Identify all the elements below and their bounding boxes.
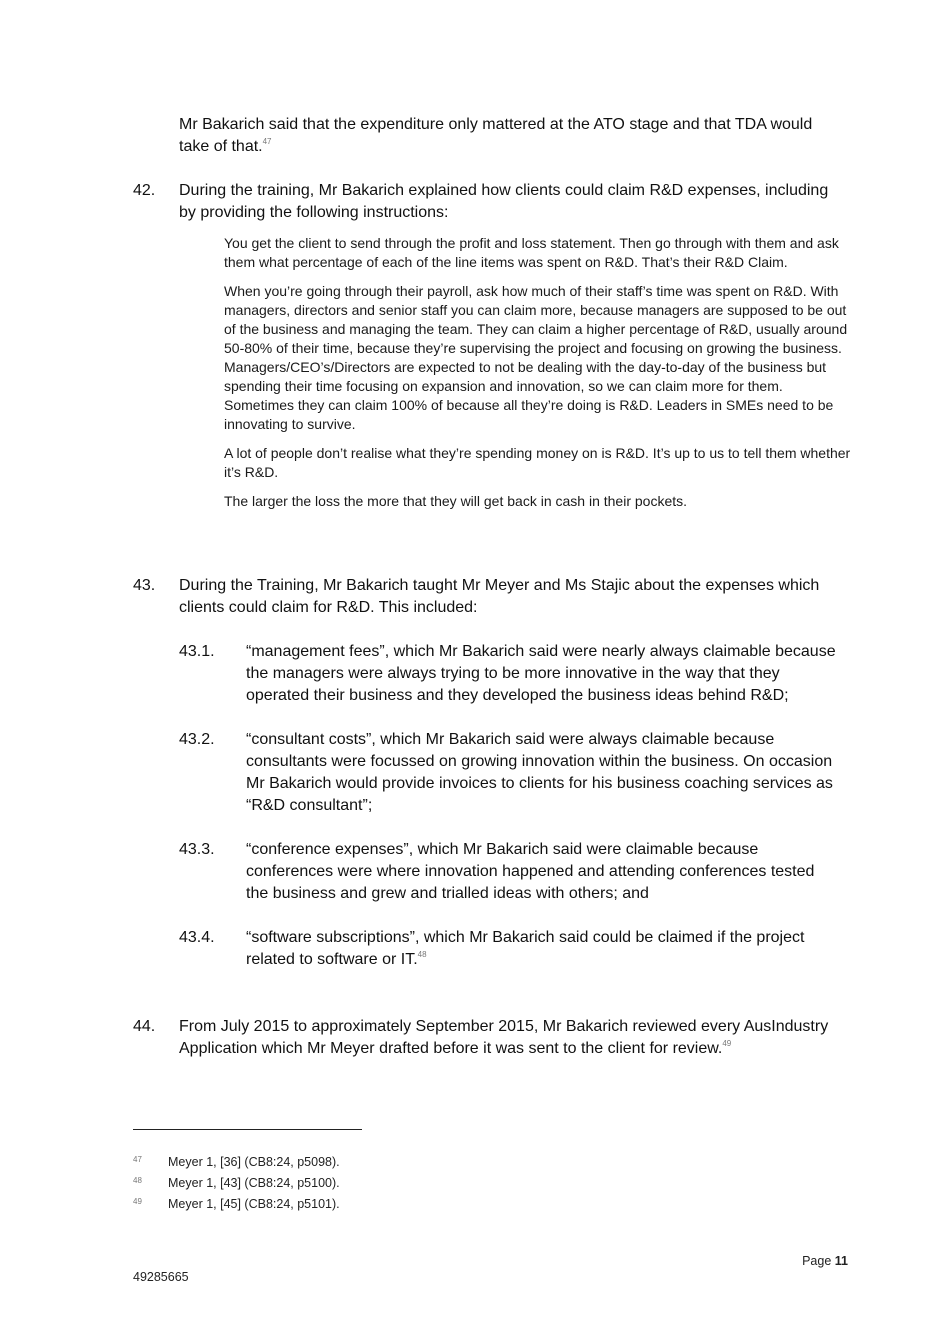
quote-paragraph: You get the client to send through the profit and loss statement. Then go through with them and ask them what percentage of each of the line items was spent on R&D. That’s their R&D Claim. — [224, 235, 839, 270]
footnote-number: 49 — [133, 1197, 142, 1206]
footnote-number: 47 — [133, 1155, 142, 1164]
sub-paragraph-43-1 — [179, 641, 839, 707]
footnote-ref-49[interactable]: 49 — [722, 1039, 732, 1048]
paragraph-number: 43. — [133, 577, 156, 594]
footnote-separator — [133, 1129, 362, 1130]
footnote-number: 48 — [133, 1176, 142, 1185]
sub-paragraph-text: “conference expenses”, which Mr Bakarich said were claimable because conferences were where innovation happened and attending conferences tested the business and grew and trialled ideas with others; and — [246, 841, 815, 902]
footnote-ref-47[interactable]: 47 — [262, 137, 272, 146]
sub-paragraph-number: 43.2. — [179, 731, 215, 748]
page-number: 11 — [834, 1254, 848, 1268]
quote-paragraph: The larger the loss the more that they will get back in cash in their pockets. — [224, 493, 688, 509]
footnote-47 — [133, 1152, 633, 1173]
paragraph-text: During the Training, Mr Bakarich taught Mr Meyer and Ms Stajic about the expenses which clients could claim for R&D. This included: — [179, 577, 820, 616]
sub-paragraph-text: “consultant costs”, which Mr Bakarich said were always claimable because consultants were focussed on growing innovation within the business. On occasion Mr Bakarich would provide invoices to clients for his business coaching services as “R&D consultant”; — [246, 731, 833, 814]
sub-paragraph-number: 43.1. — [179, 643, 215, 660]
block-quote — [224, 234, 854, 521]
quote-paragraph: When you’re going through their payroll, ask how much of their staff’s time was spent on R&D. With managers, directors and senior staff you can claim more, because managers are supposed to be out of the business and managing the team. They can claim a higher percentage of R&D, usually around 50-80% of their time, because they’re supervising the project and focusing on growing the business. Managers/CEO’s/Directors are expected to not be dealing with the day-to-day of the business but spending their time focusing on expansion and innovation, so we can claim more for them. Sometimes they can claim 100% of because all they’re doing is R&D. Leaders in SMEs need to be innovating to survive. — [224, 283, 848, 432]
sub-paragraph-text-wrapper — [246, 927, 839, 971]
paragraph-number: 42. — [133, 182, 156, 199]
sub-paragraph-number: 43.3. — [179, 841, 215, 858]
footnote-text: Meyer 1, [43] (CB8:24, p5100). — [168, 1176, 340, 1190]
continuation-paragraph — [179, 114, 839, 158]
sub-paragraph-43-2 — [179, 729, 839, 817]
footnote-text: Meyer 1, [36] (CB8:24, p5098). — [168, 1155, 340, 1169]
footnote-text: Meyer 1, [45] (CB8:24, p5101). — [168, 1197, 340, 1211]
paragraph-number: 44. — [133, 1018, 156, 1035]
sub-paragraph-list — [179, 641, 839, 993]
paragraph-text: From July 2015 to approximately September 2015, Mr Bakarich reviewed every AusIndustry Application which Mr Meyer drafted before it was sent to the client for review. — [179, 1018, 829, 1057]
footnote-ref-48[interactable]: 48 — [417, 950, 427, 959]
page-label-text: Page — [802, 1254, 832, 1268]
paragraph-43 — [133, 575, 838, 619]
paragraph-44 — [133, 1016, 838, 1060]
footnote-49 — [133, 1194, 633, 1215]
continuation-text: Mr Bakarich said that the expenditure only mattered at the ATO stage and that TDA would take of that. — [179, 116, 813, 155]
paragraph-text-wrapper — [179, 1016, 838, 1060]
footnotes — [133, 1152, 633, 1215]
sub-paragraph-43-3 — [179, 839, 839, 905]
sub-paragraph-text: “software subscriptions”, which Mr Bakarich said could be claimed if the project related to software or IT. — [246, 929, 805, 968]
footnote-48 — [133, 1173, 633, 1194]
sub-paragraph-text: “management fees”, which Mr Bakarich said were nearly always claimable because the managers were always trying to be more innovative in the way that they operated their business and they developed the business ideas behind R&D; — [246, 643, 836, 704]
paragraph-42 — [133, 180, 838, 224]
document-id: 49285665 — [133, 1270, 189, 1284]
sub-paragraph-43-4 — [179, 927, 839, 971]
page-number-label — [802, 1254, 848, 1268]
paragraph-text: During the training, Mr Bakarich explained how clients could claim R&D expenses, including by providing the following instructions: — [179, 182, 829, 221]
sub-paragraph-number: 43.4. — [179, 929, 215, 946]
quote-paragraph: A lot of people don’t realise what they’re spending money on is R&D. It’s up to us to tell them whether it’s R&D. — [224, 445, 851, 480]
